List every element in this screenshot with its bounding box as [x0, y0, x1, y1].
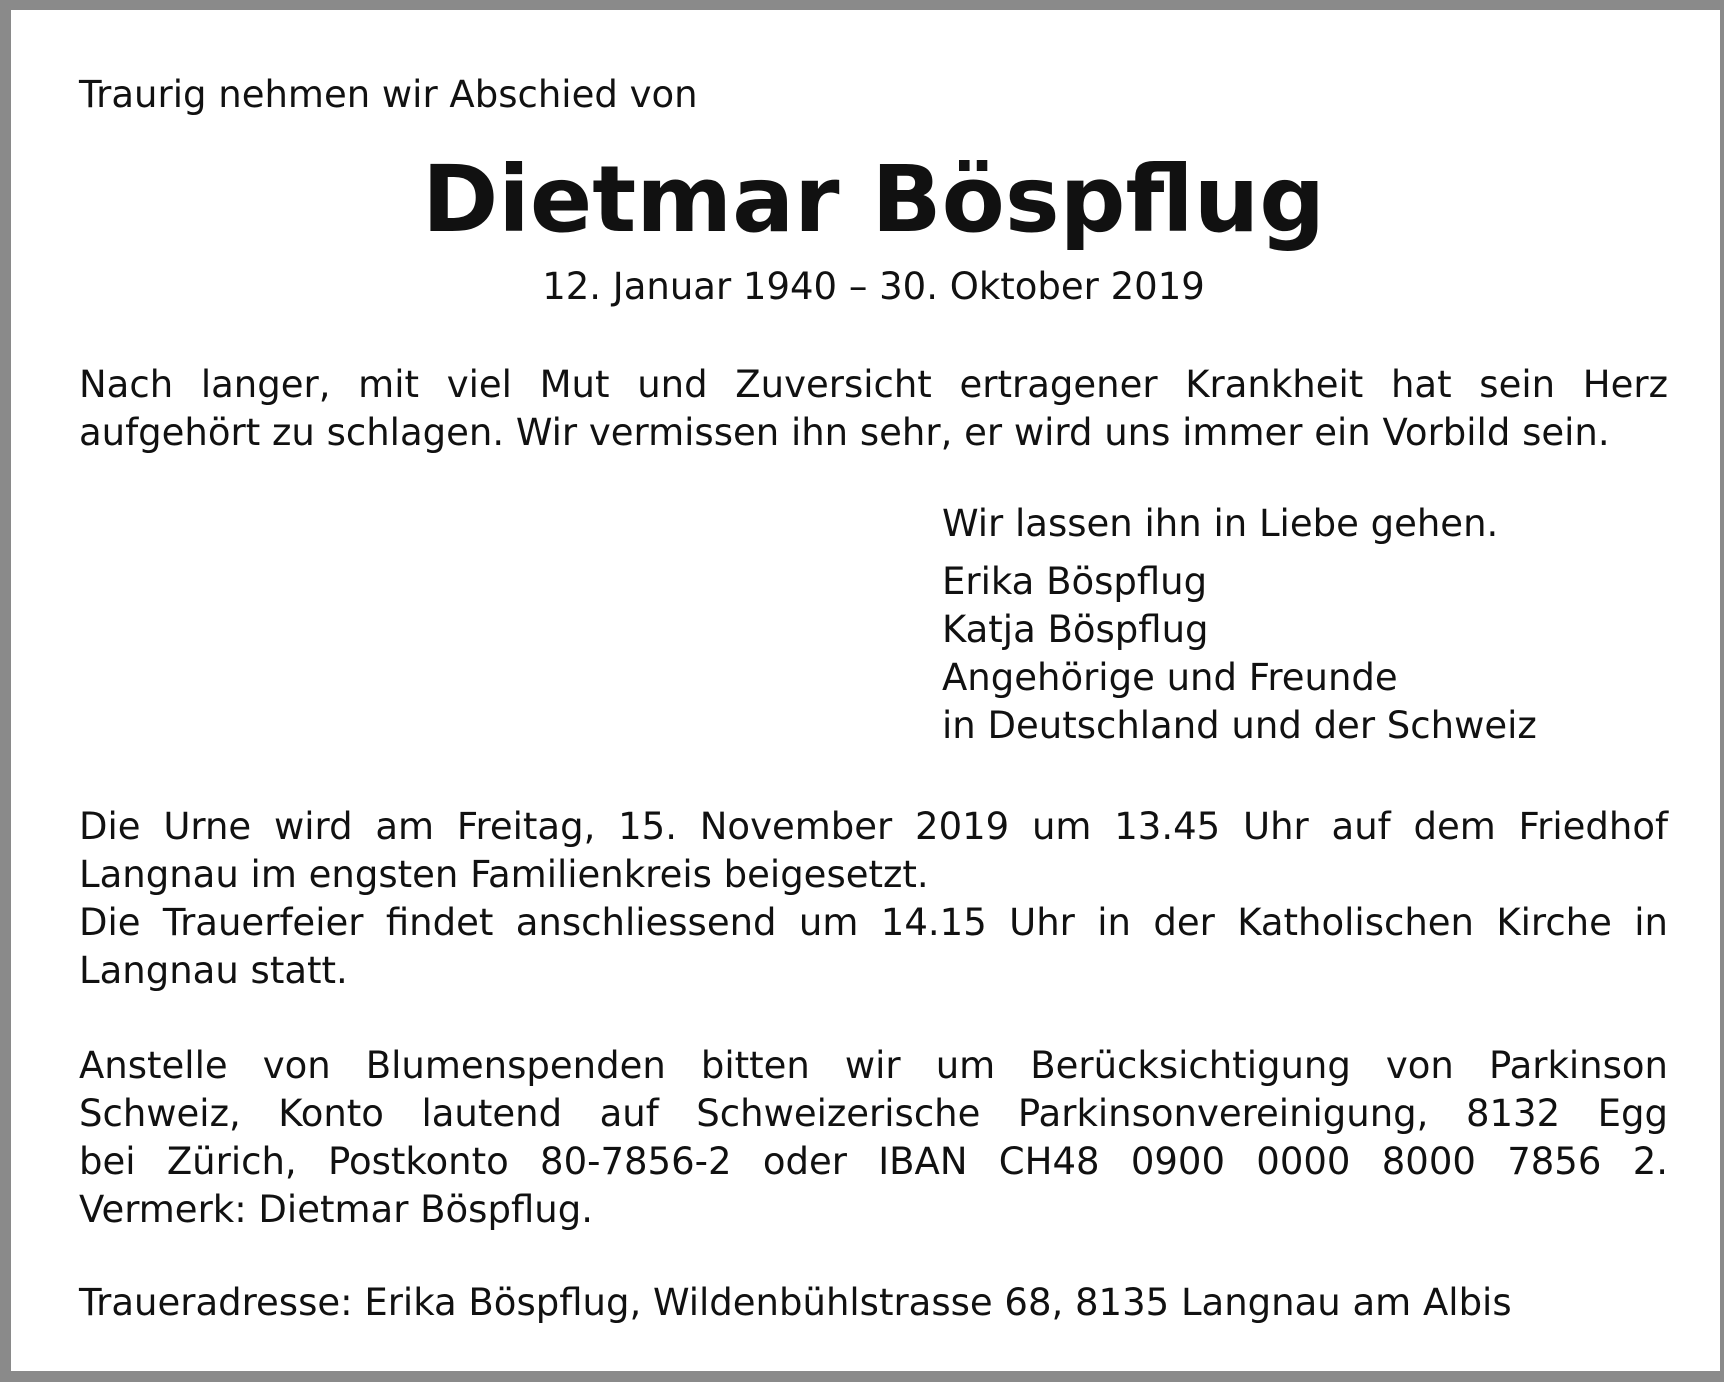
- mourning-address: [79, 1279, 1668, 1327]
- paragraph-line: Vermerk: Dietmar Böspflug.: [79, 1188, 593, 1231]
- donation-paragraph: [79, 1042, 1668, 1234]
- paragraph-line: Schweiz, Konto lautend auf Schweizerische Parkinsonvereinigung, 8132 Egg: [79, 1092, 1668, 1135]
- family-member: Erika Böspflug: [942, 560, 1208, 603]
- family-signature: [942, 500, 1537, 750]
- paragraph-line: Langnau statt.: [79, 949, 348, 992]
- deceased-name: Dietmar Böspflug: [421, 146, 1326, 253]
- closing-line: Wir lassen ihn in Liebe gehen.: [942, 502, 1499, 545]
- paragraph-line: Die Urne wird am Freitag, 15. November 2019 um 13.45 Uhr auf dem Friedhof: [79, 805, 1668, 848]
- paragraph-line: aufgehört zu schlagen. Wir vermissen ihn sehr, er wird uns immer ein Vorbild sein.: [79, 411, 1610, 454]
- paragraph-line: Langnau im engsten Familienkreis beigesetzt.: [79, 853, 929, 896]
- family-member: Katja Böspflug: [942, 608, 1209, 651]
- intro-line: Traurig nehmen wir Abschied von: [79, 73, 698, 116]
- address-line: Traueradresse: Erika Böspflug, Wildenbühlstrasse 68, 8135 Langnau am Albis: [79, 1281, 1512, 1324]
- paragraph-line: Die Trauerfeier findet anschliessend um 14.15 Uhr in der Katholischen Kirche in: [79, 901, 1668, 944]
- funeral-paragraph: [79, 803, 1668, 995]
- paragraph-line: Anstelle von Blumenspenden bitten wir um Berücksichtigung von Parkinson: [79, 1044, 1668, 1087]
- paragraph-line: bei Zürich, Postkonto 80-7856-2 oder IBAN CH48 0900 0000 8000 7856 2.: [79, 1140, 1668, 1183]
- paragraph-line: Nach langer, mit viel Mut und Zuversicht ertragener Krankheit hat sein Herz: [79, 363, 1668, 406]
- life-dates: 12. Januar 1940 – 30. Oktober 2019: [542, 265, 1205, 308]
- family-member: Angehörige und Freunde: [942, 656, 1398, 699]
- illness-paragraph: [79, 361, 1668, 457]
- family-member: in Deutschland und der Schweiz: [942, 704, 1537, 747]
